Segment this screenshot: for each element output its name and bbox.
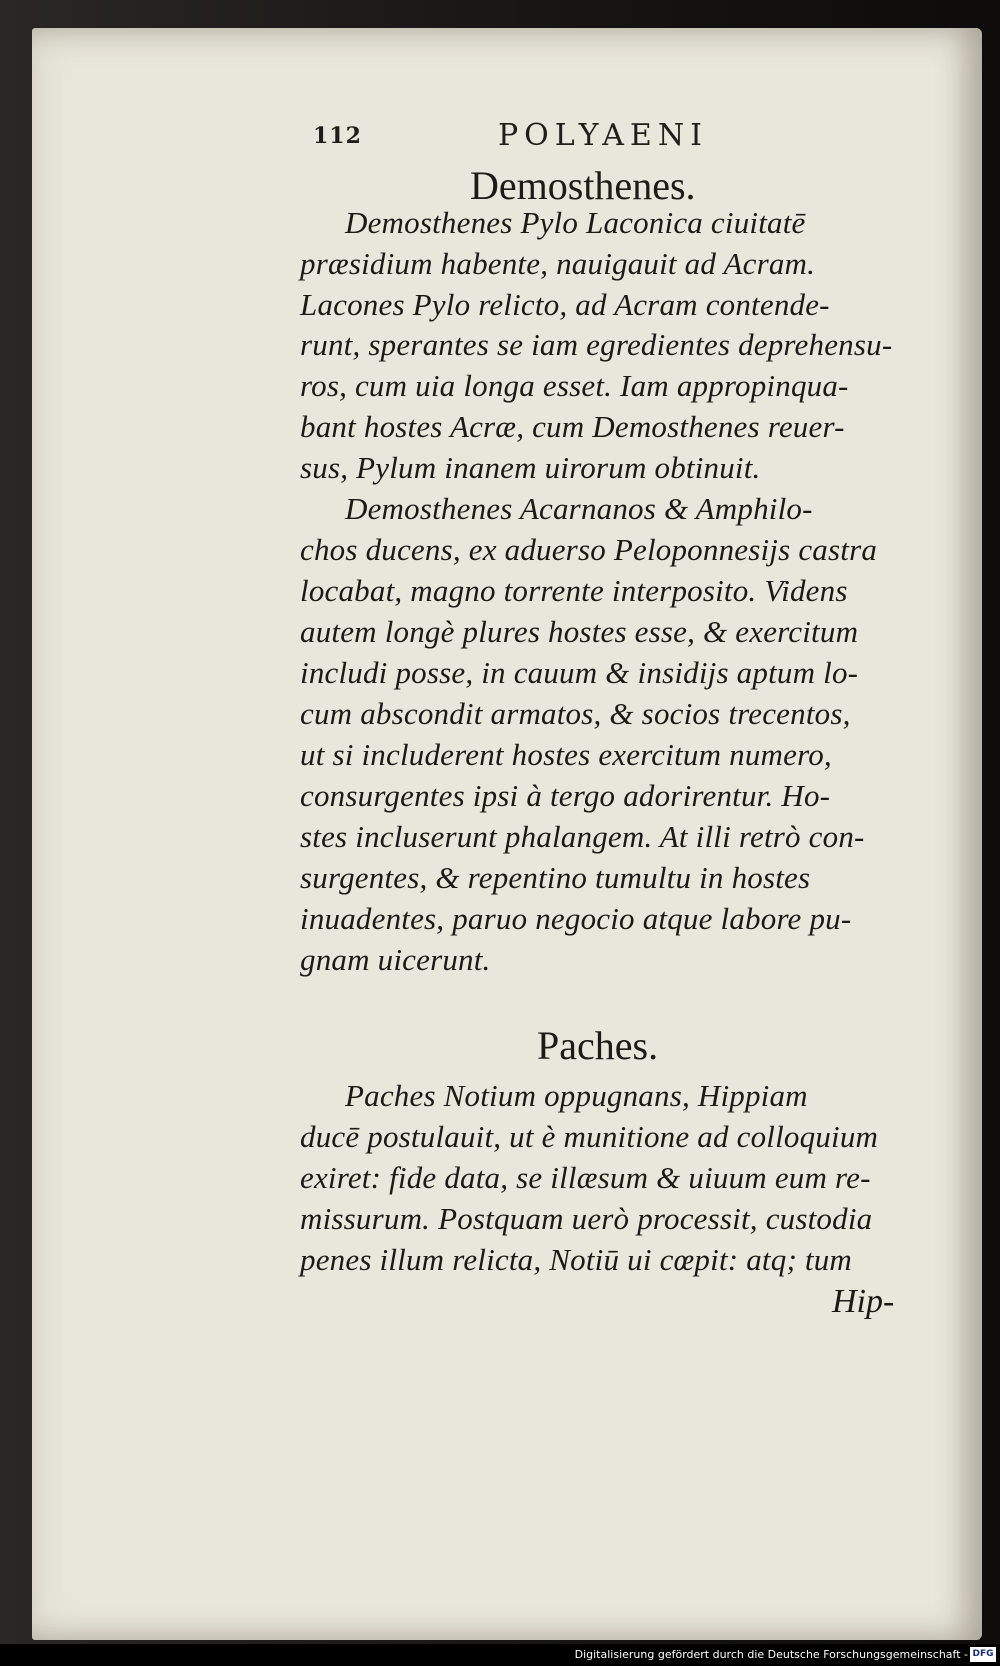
text-line: consurgentes ipsi à tergo adorirentur. Ho- xyxy=(300,778,831,813)
text-line: missurum. Postquam uerò processit, custodia xyxy=(300,1201,873,1236)
text-line: includi posse, in cauum & insidijs aptum lo- xyxy=(300,655,859,690)
catchword: Hip- xyxy=(832,1283,895,1320)
text-line: surgentes, & repentino tumultu in hostes xyxy=(300,860,811,895)
text-line: ut si includerent hostes exercitum numero, xyxy=(300,737,832,772)
text-line: autem longè plures hostes esse, & exercitum xyxy=(300,614,859,649)
page-number: 112 xyxy=(313,123,362,149)
section-heading-paches: Paches. xyxy=(537,1023,659,1068)
text-line: bant hostes Acræ, cum Demosthenes reuer- xyxy=(300,409,845,444)
text-line: ducē postulauit, ut è munitione ad colloquium xyxy=(300,1119,879,1154)
text-line: penes illum relicta, Notiū ui cœpit: atq; tum xyxy=(300,1242,853,1277)
text-line: sus, Pylum inanem uirorum obtinuit. xyxy=(300,450,761,485)
text-line: runt, sperantes se iam egredientes deprehensu- xyxy=(300,327,893,362)
dfg-logo-icon: DFG xyxy=(970,1647,996,1662)
text-line: Lacones Pylo relicto, ad Acram contende- xyxy=(300,287,830,322)
text-line: chos ducens, ex aduerso Peloponnesijs castra xyxy=(300,532,878,567)
text-line: gnam uicerunt. xyxy=(300,942,491,977)
text-line: Demosthenes Pylo Laconica ciuitatē xyxy=(345,205,806,240)
text-line: exiret: fide data, se illæsum & uiuum eum re- xyxy=(300,1160,871,1195)
text-line: præsidium habente, nauigauit ad Acram. xyxy=(300,246,816,281)
text-line: locabat, magno torrente interposito. Videns xyxy=(300,573,848,608)
text-line: cum abscondit armatos, & socios trecentos, xyxy=(300,696,851,731)
text-line: Paches Notium oppugnans, Hippiam xyxy=(345,1078,808,1113)
text-line: ros, cum uia longa esset. Iam appropinqua- xyxy=(300,368,849,403)
text-line: inuadentes, paruo negocio atque labore pu- xyxy=(300,901,852,936)
running-title: POLYAENI xyxy=(498,118,708,153)
funding-notice: Digitalisierung gefördert durch die Deutsche Forschungsgemeinschaft - xyxy=(574,1648,968,1661)
text-line: stes incluserunt phalangem. At illi retrò con- xyxy=(300,819,865,854)
text-line: Demosthenes Acarnanos & Amphilo- xyxy=(345,491,813,526)
section-heading-demosthenes: Demosthenes. xyxy=(470,163,696,208)
